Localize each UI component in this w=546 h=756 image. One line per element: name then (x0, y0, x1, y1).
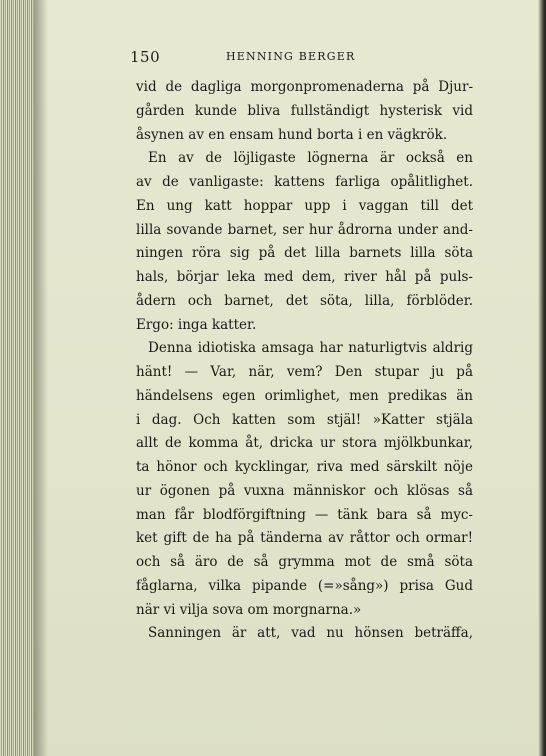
text-line: hänt! — Var, när, vem? Den stupar ju på (136, 364, 473, 380)
text-line: åsynen av en ensam hund borta i en vägkrök. (136, 126, 448, 143)
text-line: lilla sovande barnet, ser hur ådrorna under and- (136, 221, 473, 238)
right-edge-shadow (538, 0, 546, 756)
text-line: när vi vilja sova om morgnarna.» (136, 601, 362, 618)
body-text (136, 76, 473, 646)
text-line: gården kunde bliva fullständigt hysterisk vid (136, 102, 473, 119)
text-line: En av de löjligaste lögnerna är också en (148, 150, 473, 167)
text-line: Ergo: inga katter. (136, 316, 257, 333)
text-line: vid de dagliga morgonpromenaderna på Djur- (136, 79, 473, 95)
text-line: av de vanligaste: kattens farliga opålitlighet. (136, 174, 473, 190)
text-line: fåglarna, vilka pipande (=»sång») prisa Gud (136, 577, 473, 594)
text-line: och så äro de så grymma mot de små söta (136, 554, 473, 570)
text-line: ket gift de ha på tänderna av råttor och ormar! (136, 530, 473, 547)
text-line: Sanningen är att, vad nu hönsen beträffa, (148, 625, 473, 642)
text-line: man får blodförgiftning — tänk bara så myc- (136, 506, 473, 523)
gutter-shadow (34, 0, 48, 756)
page-edges (0, 0, 34, 756)
text-line: hals, börjar leka med dem, river hål på puls- (136, 269, 473, 285)
text-line: händelsens egen orimlighet, men predikas än (136, 387, 473, 404)
text-line: ådern och barnet, det söta, lilla, förblöder. (136, 292, 473, 309)
text-line: En ung katt hoppar upp i vaggan till det (136, 197, 473, 214)
text-line: i dag. Och katten som stjäl! »Katter stjäla (136, 411, 473, 428)
page-number: 150 (130, 48, 161, 66)
text-line: ningen röra sig på det lilla barnets lilla söta (136, 245, 473, 262)
text-line: ur ögonen på vuxna människor och klösas så (136, 482, 473, 499)
text-line: ta hönor och kycklingar, riva med särskilt nöje (136, 459, 473, 475)
page-header (130, 48, 475, 70)
text-line: Denna idiotiska amsaga har naturligtvis aldrig (148, 340, 473, 357)
running-head: HENNING BERGER (226, 50, 356, 63)
text-line: allt de komma åt, dricka ur stora mjölkbunkar, (136, 435, 473, 452)
